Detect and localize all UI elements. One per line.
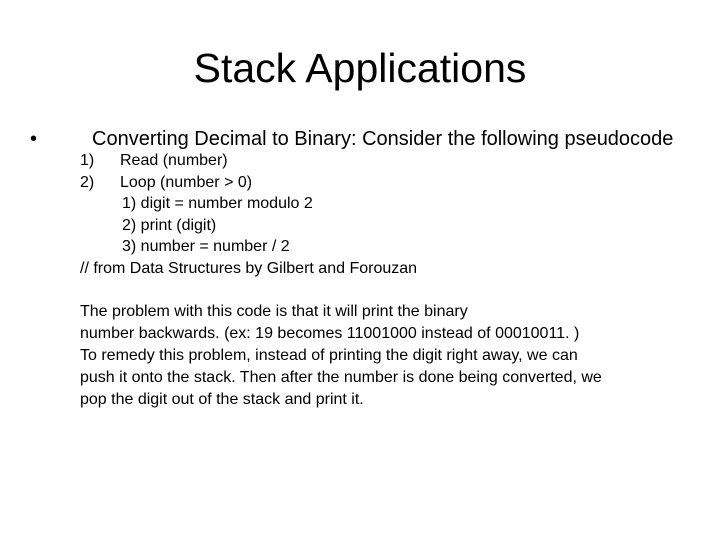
paragraph-line: pop the digit out of the stack and print it. <box>80 391 364 408</box>
pseudocode-step <box>80 150 680 172</box>
explanation-paragraph <box>80 301 680 411</box>
substep-text: 2) print (digit) <box>122 216 217 234</box>
step-number: 2) <box>80 173 95 191</box>
pseudocode-substep <box>80 193 680 215</box>
paragraph-line: push it onto the stack. Then after the number is done being converted, we <box>80 369 602 386</box>
pseudocode-substep <box>80 215 680 237</box>
paragraph-line: To remedy this problem, instead of printing the digit right away, we can <box>80 347 578 364</box>
bullet-text: Converting Decimal to Binary: Consider the following pseudocode <box>92 128 674 150</box>
step-number: 1) <box>80 152 95 169</box>
pseudocode-credit <box>80 258 680 280</box>
pseudocode-step <box>80 172 680 194</box>
substep-text: 1) digit = number modulo 2 <box>122 195 313 212</box>
substep-text: 3) number = number / 2 <box>122 238 290 255</box>
credit-text: // from Data Structures by Gilbert and Forouzan <box>80 259 418 277</box>
step-text: Loop (number > 0) <box>120 173 253 191</box>
slide-title: Stack Applications <box>193 45 527 91</box>
paragraph-line: number backwards. (ex: 19 becomes 11001000 instead of 00010011. ) <box>80 325 580 342</box>
pseudocode-substep <box>80 236 680 258</box>
bullet-marker: • <box>30 128 38 150</box>
step-text: Read (number) <box>120 152 228 169</box>
pseudocode-block <box>80 150 680 279</box>
paragraph-line: The problem with this code is that it will print the binary <box>80 303 468 320</box>
bullet-item <box>30 125 710 153</box>
